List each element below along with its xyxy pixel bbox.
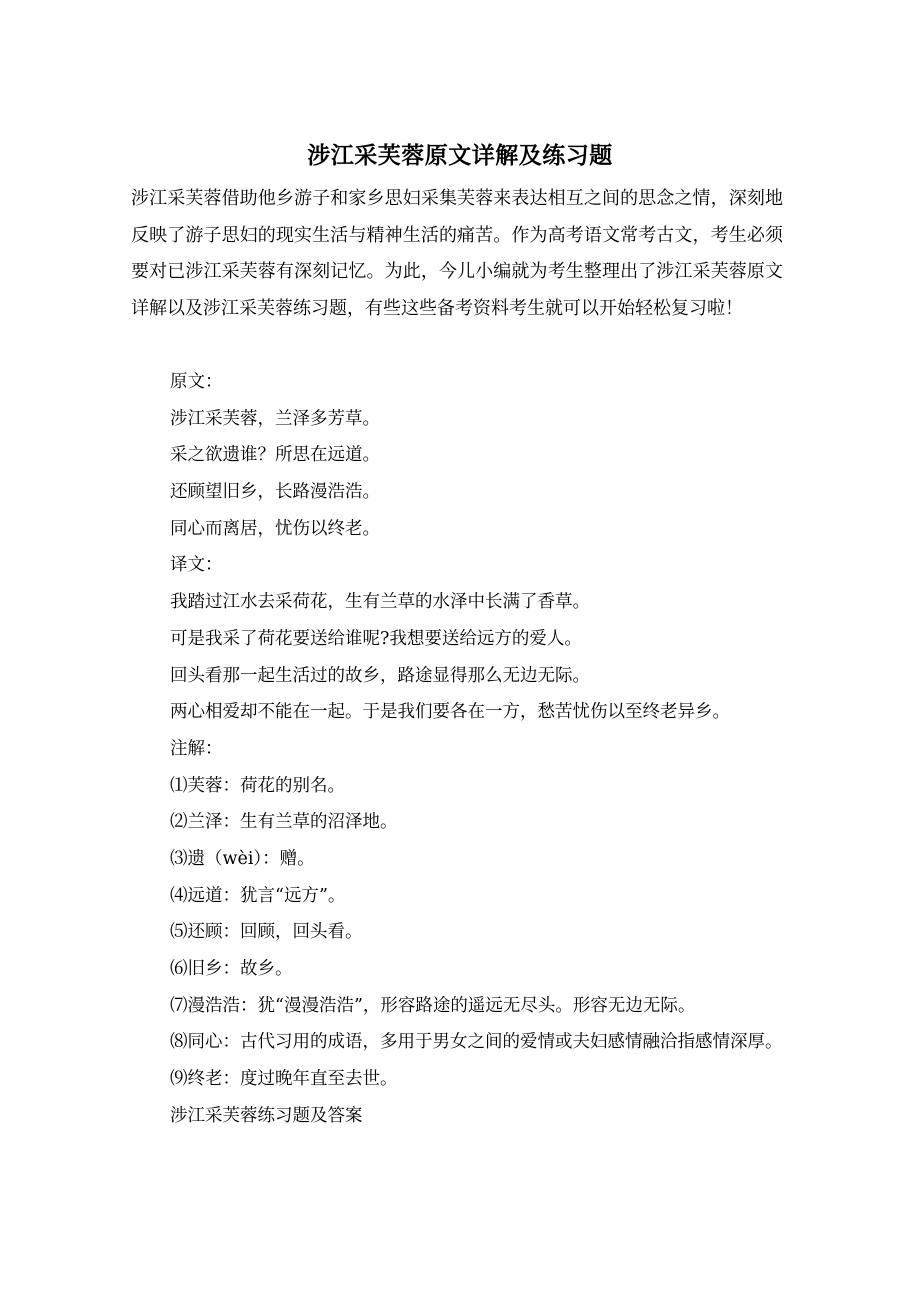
note-item: ⑻同心：古代习用的成语，多用于男女之间的爱情或夫妇感情融洽指感情深厚。 [170,1032,783,1053]
note-item: ⑶遗（wèi）：赠。 [170,848,315,869]
note-item: ⑹旧乡：故乡。 [170,959,293,979]
translation-line: 可是我采了荷花要送给谁呢?我想要送给远方的爱人。 [170,628,582,649]
translation-heading: 译文： [170,555,223,576]
translation-line: 回头看那一起生活过的故乡，路途显得那么无边无际。 [170,665,590,686]
note-item: ⑺漫浩浩：犹“漫漫浩浩”，形容路途的遥远无尽头。形容无边无际。 [170,995,696,1016]
note-item: ⑴芙蓉：荷花的别名。 [170,775,345,796]
note-item: ⑷远道：犹言“远方”。 [170,885,346,906]
note-item: ⑸还顾：回顾，回头看。 [170,922,363,943]
content-block [131,364,783,1134]
poem-line: 涉江采芙蓉，兰泽多芳草。 [170,408,380,429]
note-item: ⑵兰泽：生有兰草的沼泽地。 [170,812,398,833]
poem-line: 同心而离居，忧伤以终老。 [170,518,380,539]
poem-line: 还顾望旧乡，长路漫浩浩。 [170,482,380,503]
translation-line: 两心相爱却不能在一起。于是我们要各在一方，愁苦忧伤以至终老异乡。 [170,702,730,723]
intro-paragraph: 涉江采芙蓉借助他乡游子和家乡思妇采集芙蓉来表达相互之间的思念之情，深刻地反映了游子思妇的现实生活与精神生活的痛苦。作为高考语文常考古文，考生必须要对已涉江采芙蓉有深刻记忆。为此，今儿小编就为考生整理出了涉江采芙蓉原文详解以及涉江采芙蓉练习题，有些这些备考资料考生就可以开始轻松复习啦！ [131,188,783,320]
poem-line: 采之欲遗谁？所思在远道。 [170,445,380,466]
document-title: 涉江采芙蓉原文详解及练习题 [307,142,613,169]
notes-heading: 注解： [170,738,223,759]
translation-line: 我踏过江水去采荷花，生有兰草的水泽中长满了香草。 [170,592,590,613]
exercise-heading: 涉江采芙蓉练习题及答案 [170,1105,363,1126]
original-heading: 原文： [170,372,223,392]
note-item: ⑼终老：度过晚年直至去世。 [170,1069,398,1090]
